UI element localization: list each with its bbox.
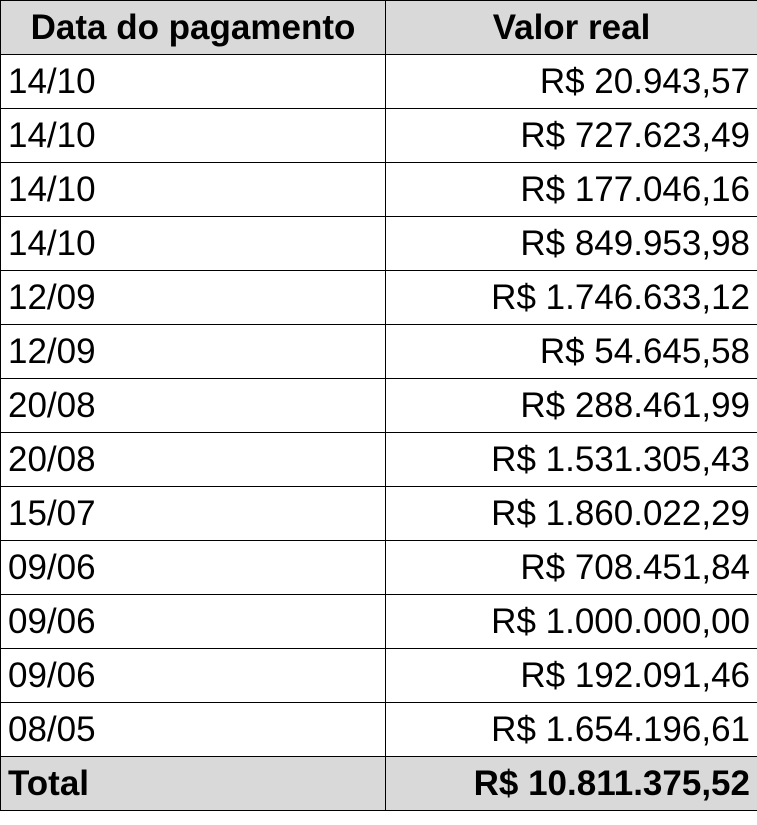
table-row — [1, 433, 757, 487]
payment-date-cell: 14/10 — [1, 163, 386, 217]
payment-value-cell: R$ 54.645,58 — [386, 325, 757, 379]
table-row — [1, 217, 757, 271]
payment-date-cell: 09/06 — [1, 649, 386, 703]
payment-date-cell: 20/08 — [1, 433, 386, 487]
table-row — [1, 703, 757, 757]
payment-value-cell: R$ 1.531.305,43 — [386, 433, 757, 487]
payment-value-cell: R$ 288.461,99 — [386, 379, 757, 433]
payment-date-cell: 12/09 — [1, 271, 386, 325]
payment-value-cell: R$ 1.000.000,00 — [386, 595, 757, 649]
payment-date-cell: 15/07 — [1, 487, 386, 541]
table-row — [1, 271, 757, 325]
payment-date-cell: 14/10 — [1, 55, 386, 109]
payment-date-cell: 09/06 — [1, 541, 386, 595]
table-row — [1, 325, 757, 379]
payment-date-cell: 08/05 — [1, 703, 386, 757]
payment-value-cell: R$ 20.943,57 — [386, 55, 757, 109]
payment-value-cell: R$ 192.091,46 — [386, 649, 757, 703]
table-row — [1, 55, 757, 109]
payment-value-cell: R$ 1.746.633,12 — [386, 271, 757, 325]
payment-value-cell: R$ 177.046,16 — [386, 163, 757, 217]
total-value: R$ 10.811.375,52 — [386, 757, 757, 811]
payment-value-cell: R$ 727.623,49 — [386, 109, 757, 163]
payment-date-cell: 14/10 — [1, 109, 386, 163]
payment-value-cell: R$ 849.953,98 — [386, 217, 757, 271]
header-date: Data do pagamento — [1, 1, 386, 55]
payment-date-cell: 12/09 — [1, 325, 386, 379]
payment-date-cell: 20/08 — [1, 379, 386, 433]
payment-value-cell: R$ 708.451,84 — [386, 541, 757, 595]
table-row — [1, 379, 757, 433]
total-label: Total — [1, 757, 386, 811]
table-row — [1, 109, 757, 163]
header-row — [1, 1, 757, 55]
payment-value-cell: R$ 1.860.022,29 — [386, 487, 757, 541]
payment-date-cell: 14/10 — [1, 217, 386, 271]
table-row — [1, 487, 757, 541]
payment-value-cell: R$ 1.654.196,61 — [386, 703, 757, 757]
table-row — [1, 595, 757, 649]
table-row — [1, 541, 757, 595]
header-value: Valor real — [386, 1, 757, 55]
payment-date-cell: 09/06 — [1, 595, 386, 649]
total-row — [1, 757, 757, 811]
table-row — [1, 163, 757, 217]
table-row — [1, 649, 757, 703]
